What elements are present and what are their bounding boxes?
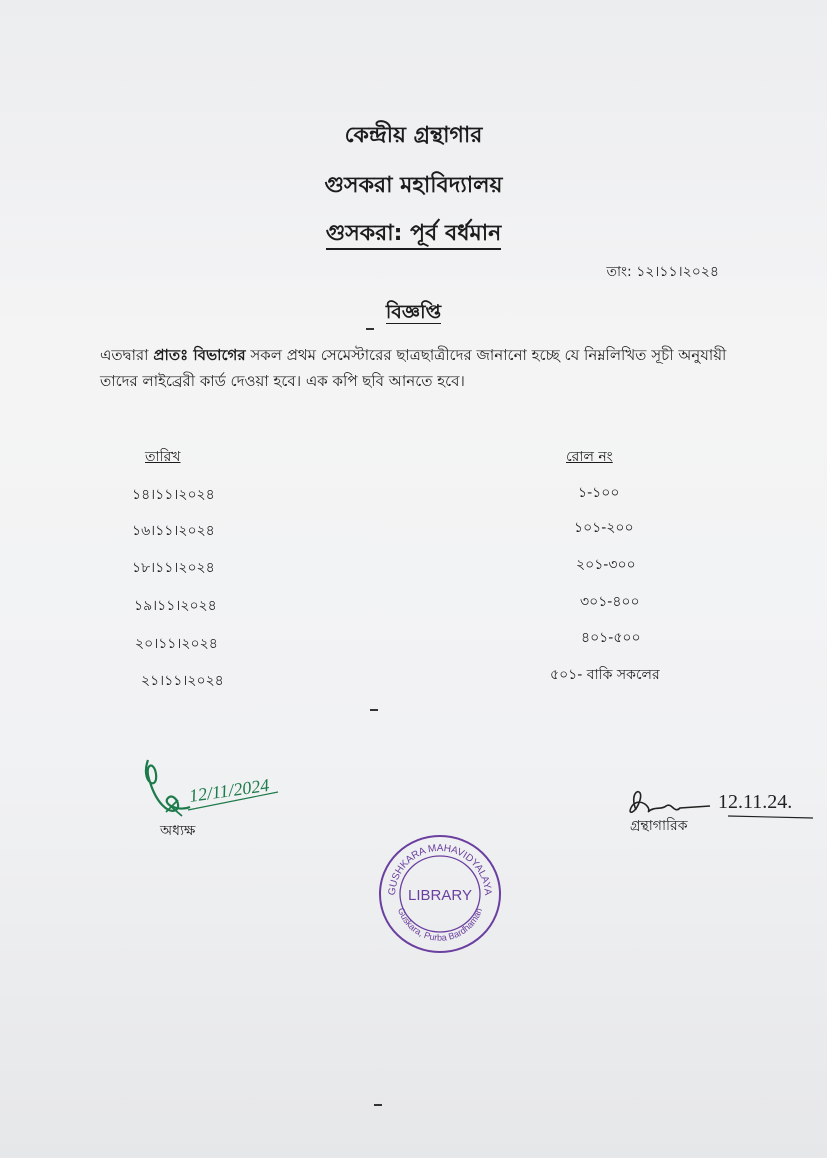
principal-label: অধ্যক্ষ xyxy=(160,823,196,839)
header-location: গুসকরা: পূর্ব বর্ধমান xyxy=(0,216,827,253)
table-row-roll: ১-১০০ xyxy=(578,485,620,501)
notice-date: তাং: ১২।১১।২০২৪ xyxy=(606,264,719,280)
table-row-roll: ৫০১- বাকি সকলের xyxy=(550,667,660,683)
table-row-date: ১৮।১১।২০২৪ xyxy=(132,560,215,576)
header-library: কেন্দ্রীয় গ্রন্থাগার xyxy=(344,123,483,148)
divider-mark xyxy=(370,709,378,711)
library-stamp xyxy=(373,828,507,958)
svg-text:12.11.24.: 12.11.24. xyxy=(718,791,793,813)
svg-text:GUSHKARA MAHAVIDYALAYA: GUSHKARA MAHAVIDYALAYA xyxy=(386,842,494,896)
table-row-roll: ৩০১-৪০০ xyxy=(580,594,640,610)
svg-text:LIBRARY: LIBRARY xyxy=(408,887,472,904)
notice-title: বিজ্ঞপ্তি xyxy=(385,301,442,323)
table-row-date: ২০।১১।২০২৪ xyxy=(135,636,218,652)
table-row-roll: ৪০১-৫০০ xyxy=(581,630,641,646)
table-row-roll: ২০১-৩০০ xyxy=(576,557,636,573)
column-header-roll: রোল নং xyxy=(566,449,613,465)
divider-mark xyxy=(374,1104,382,1106)
column-header-date: তারিখ xyxy=(145,449,181,465)
divider-mark xyxy=(366,328,374,330)
table-row-date: ২১।১১।২০২৪ xyxy=(141,673,224,689)
table-row-date: ১৬।১১।২০২৪ xyxy=(132,523,215,539)
table-row-roll: ১০১-২০০ xyxy=(574,520,634,536)
header-college: গুসকরা মহাবিদ্যালয় xyxy=(324,173,503,198)
notice-body: এতদ্বারা প্রাতঃ বিভাগের সকল প্রথম সেমেস্টারের ছাত্রছাত্রীদের জানানো হচ্ছে যে নিম্নলিখিত সূচী অনুযায়ী তাদের লাইব্রেরী কার্ড দেওয়া হবে। এক কপি ছবি আনতে হবে। xyxy=(100,346,727,390)
table-row-date: ১৪।১১।২০২৪ xyxy=(132,487,215,503)
table-row-date: ১৯।১১।২০২৪ xyxy=(134,598,217,614)
librarian-label: গ্রন্থাগারিক xyxy=(630,818,688,834)
svg-text:12/11/2024: 12/11/2024 xyxy=(187,774,271,806)
svg-text:Guskara, Purba Bardhaman: Guskara, Purba Bardhaman xyxy=(395,906,485,943)
